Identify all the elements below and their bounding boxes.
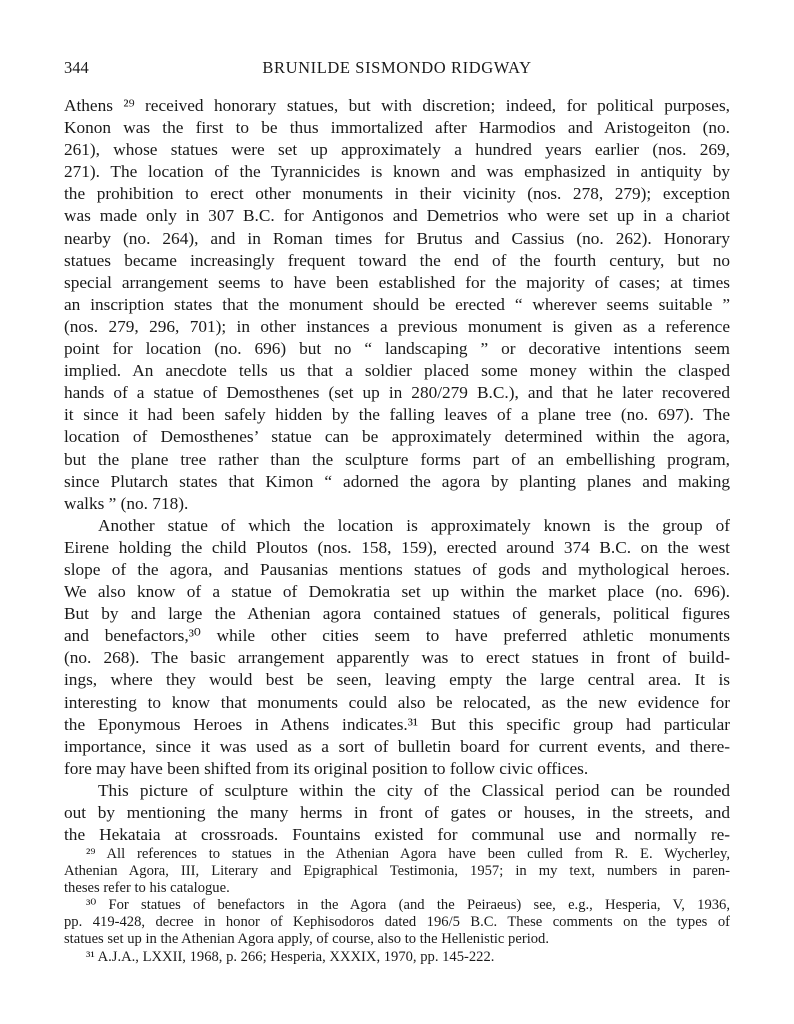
- body-line: since Plutarch states that Kimon “ adorned the agora by planting planes and making: [64, 471, 730, 491]
- footnote-line: Athenian Agora, III, Literary and Epigraphical Testimonia, 1957; in my text, numbers in paren-: [64, 863, 730, 880]
- body-line: out by mentioning the many herms in front of gates or houses, in the streets, and: [64, 803, 730, 822]
- body-line: location of Demosthenes’ statue can be approximately determined within the agora,: [64, 427, 730, 447]
- body-line: 271). The location of the Tyrannicides is known and was emphasized in antiquity by: [64, 162, 730, 182]
- body-line: but the plane tree rather than the sculpture forms part of an embellishing program,: [64, 449, 730, 469]
- page-header: [64, 58, 730, 80]
- body-line: implied. An anecdote tells us that a soldier placed some money within the clasped: [64, 361, 730, 381]
- body-line: But by and large the Athenian agora contained statues of generals, political figures: [64, 604, 730, 624]
- body-line: special arrangement seems to have been established for the majority of cases; at times: [64, 272, 730, 292]
- body-line: This picture of sculpture within the city of the Classical period can be rounded: [98, 780, 730, 800]
- body-line: 261), whose statues were set up approximately a hundred years earlier (nos. 269,: [64, 140, 730, 160]
- body-line: importance, since it was used as a sort of bulletin board for current events, and there-: [64, 736, 730, 756]
- running-head: BRUNILDE SISMONDO RIDGWAY: [262, 58, 532, 77]
- body-line: point for location (no. 696) but no “ landscaping ” or decorative intentions seem: [64, 339, 730, 359]
- body-line: and benefactors,³⁰ while other cities seem to have preferred athletic monuments: [64, 626, 730, 646]
- body-line: nearby (no. 264), and in Roman times for Brutus and Cassius (no. 262). Honorary: [64, 228, 730, 248]
- body-line: walks ” (no. 718).: [64, 493, 189, 513]
- body-line: Athens ²⁹ received honorary statues, but with discretion; indeed, for political purposes,: [64, 96, 730, 115]
- footnote-line: ³¹ A.J.A., LXXII, 1968, p. 266; Hesperia, XXXIX, 1970, pp. 145-222.: [86, 948, 495, 965]
- body-line: an inscription states that the monument should be erected “ wherever seems suitable ”: [64, 294, 730, 314]
- body-line: was made only in 307 B.C. for Antigonos and Demetrios who were set up in a chariot: [64, 206, 730, 226]
- page-number: 344: [64, 58, 89, 77]
- body-line: Eirene holding the child Ploutos (nos. 158, 159), erected around 374 B.C. on the west: [64, 537, 730, 557]
- footnote-line: statues set up in the Athenian Agora apply, of course, also to the Hellenistic period.: [64, 931, 549, 948]
- body-line: (no. 268). The basic arrangement apparently was to erect statues in front of build-: [64, 648, 730, 668]
- footnote-line: ²⁹ All references to statues in the Athenian Agora have been culled from R. E. Wycherley,: [86, 846, 730, 862]
- body-line: (nos. 279, 296, 701); in other instances a previous monument is given as a reference: [64, 316, 730, 336]
- body-line: Another statue of which the location is approximately known is the group of: [98, 515, 730, 535]
- body-text: [64, 95, 730, 846]
- body-line: hands of a statue of Demosthenes (set up in 280/279 B.C.), and that he later recovered: [64, 383, 730, 403]
- footnote-line: theses refer to his catalogue.: [64, 880, 230, 897]
- body-line: statues became increasingly frequent toward the end of the fourth century, but no: [64, 250, 730, 270]
- body-line: the Hekataia at crossroads. Fountains existed for communal use and normally re-: [64, 825, 730, 845]
- body-line: Konon was the first to be thus immortalized after Harmodios and Aristogeiton (no.: [64, 118, 730, 138]
- body-line: ings, where they would best be seen, leaving empty the large central area. It is: [64, 670, 730, 690]
- body-line: We also know of a statue of Demokratia set up within the market place (no. 696).: [64, 582, 730, 602]
- footnotes: [64, 846, 730, 966]
- body-line: interesting to know that monuments could also be relocated, as the new evidence for: [64, 692, 730, 712]
- body-line: fore may have been shifted from its original position to follow civic offices.: [64, 758, 589, 778]
- body-line: it since it had been safely hidden by the falling leaves of a plane tree (no. 697). The: [64, 405, 730, 425]
- body-line: slope of the agora, and Pausanias mentions statues of gods and mythological heroes.: [64, 559, 730, 579]
- footnote-line: ³⁰ For statues of benefactors in the Agora (and the Peiraeus) see, e.g., Hesperia, V, 1936,: [86, 897, 730, 914]
- body-line: the Eponymous Heroes in Athens indicates.³¹ But this specific group had particular: [64, 714, 730, 734]
- body-line: the prohibition to erect other monuments in their vicinity (nos. 278, 279); exception: [64, 184, 730, 204]
- footnote-line: pp. 419-428, decree in honor of Kephisodoros dated 196/5 B.C. These comments on the types of: [64, 914, 730, 931]
